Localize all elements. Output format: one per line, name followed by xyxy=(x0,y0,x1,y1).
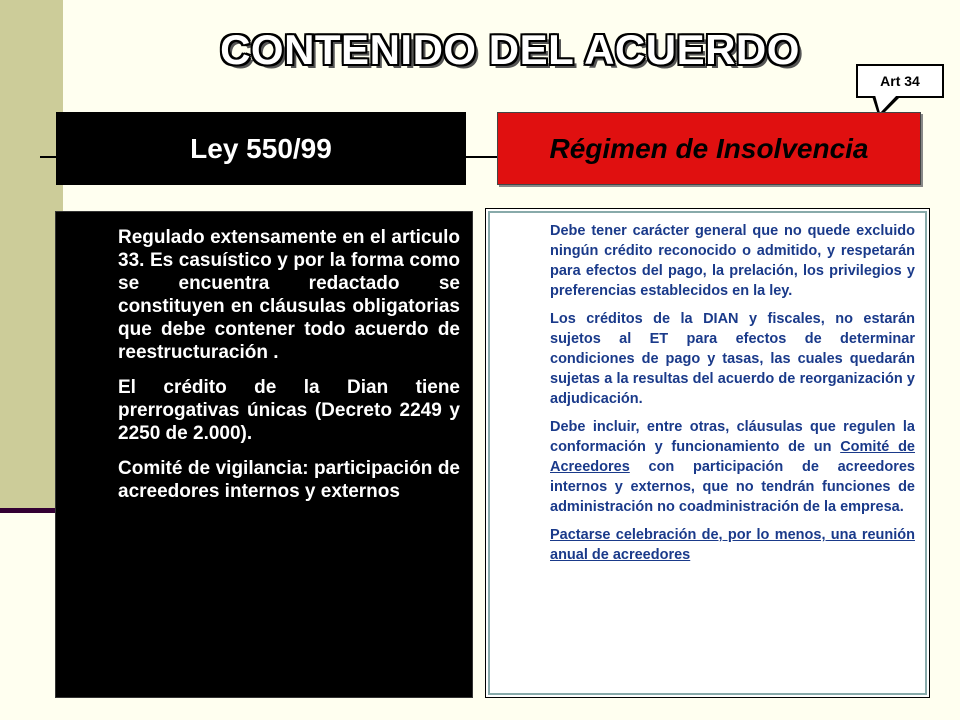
connector-line-middle xyxy=(466,156,497,158)
ley-paragraph: El crédito de la Dian tiene prerrogativas únicas (Decreto 2249 y 2250 de 2.000). xyxy=(118,377,460,444)
reunion-anual-link[interactable]: Pactarse celebración de, por lo menos, una reunión anual de acreedores xyxy=(550,527,915,563)
ley-content-panel xyxy=(55,211,473,698)
regimen-text: Debe incluir, entre otras, cláusulas que regulen la conformación y funcionamiento de un xyxy=(550,419,915,455)
comite-acreedores-link[interactable]: Comité de Acreedores xyxy=(550,439,915,475)
left-decorative-strip xyxy=(0,0,63,510)
regimen-header-label: Régimen de Insolvencia xyxy=(549,132,869,164)
regimen-paragraph: Los créditos de la DIAN y fiscales, no estarán sujetos al ET para efectos de determinar condiciones de pago y tasas, las cuales quedarán sujetas a la resultas del acuerdo de reorganización y adjudicación. xyxy=(550,311,915,407)
regimen-content-panel xyxy=(485,208,930,698)
regimen-inner-border xyxy=(488,211,927,695)
regimen-paragraph: Debe tener carácter general que no quede excluido ningún crédito reconocido o admitido, y respetarán para efectos del pago, la prelación, los privilegios y preferencias establecidos en la ley. xyxy=(550,223,915,299)
regimen-text: con participación de acreedores internos y externos, que no tendrán funciones de administración no coadministración de la empresa. xyxy=(550,459,915,515)
regimen-header-box xyxy=(497,112,921,185)
ley-paragraph: Regulado extensamente en el articulo 33. Es casuístico y por la forma como se encuentra redactado se constituyen en cláusulas obligatorias que debe contener todo acuerdo de reestructuración . xyxy=(118,227,460,363)
regimen-paragraph xyxy=(490,417,925,517)
page-title: CONTENIDO DEL ACUERDO xyxy=(220,26,800,73)
ley-header-label: Ley 550/99 xyxy=(190,132,332,164)
art-callout: Art 34 xyxy=(856,64,944,98)
connector-line-left xyxy=(40,156,56,158)
ley-header-box xyxy=(56,112,466,185)
strip-divider xyxy=(0,508,56,513)
callout-tail-inner xyxy=(875,95,897,113)
ley-paragraph: Comité de vigilancia: participación de acreedores internos y externos xyxy=(118,458,460,502)
